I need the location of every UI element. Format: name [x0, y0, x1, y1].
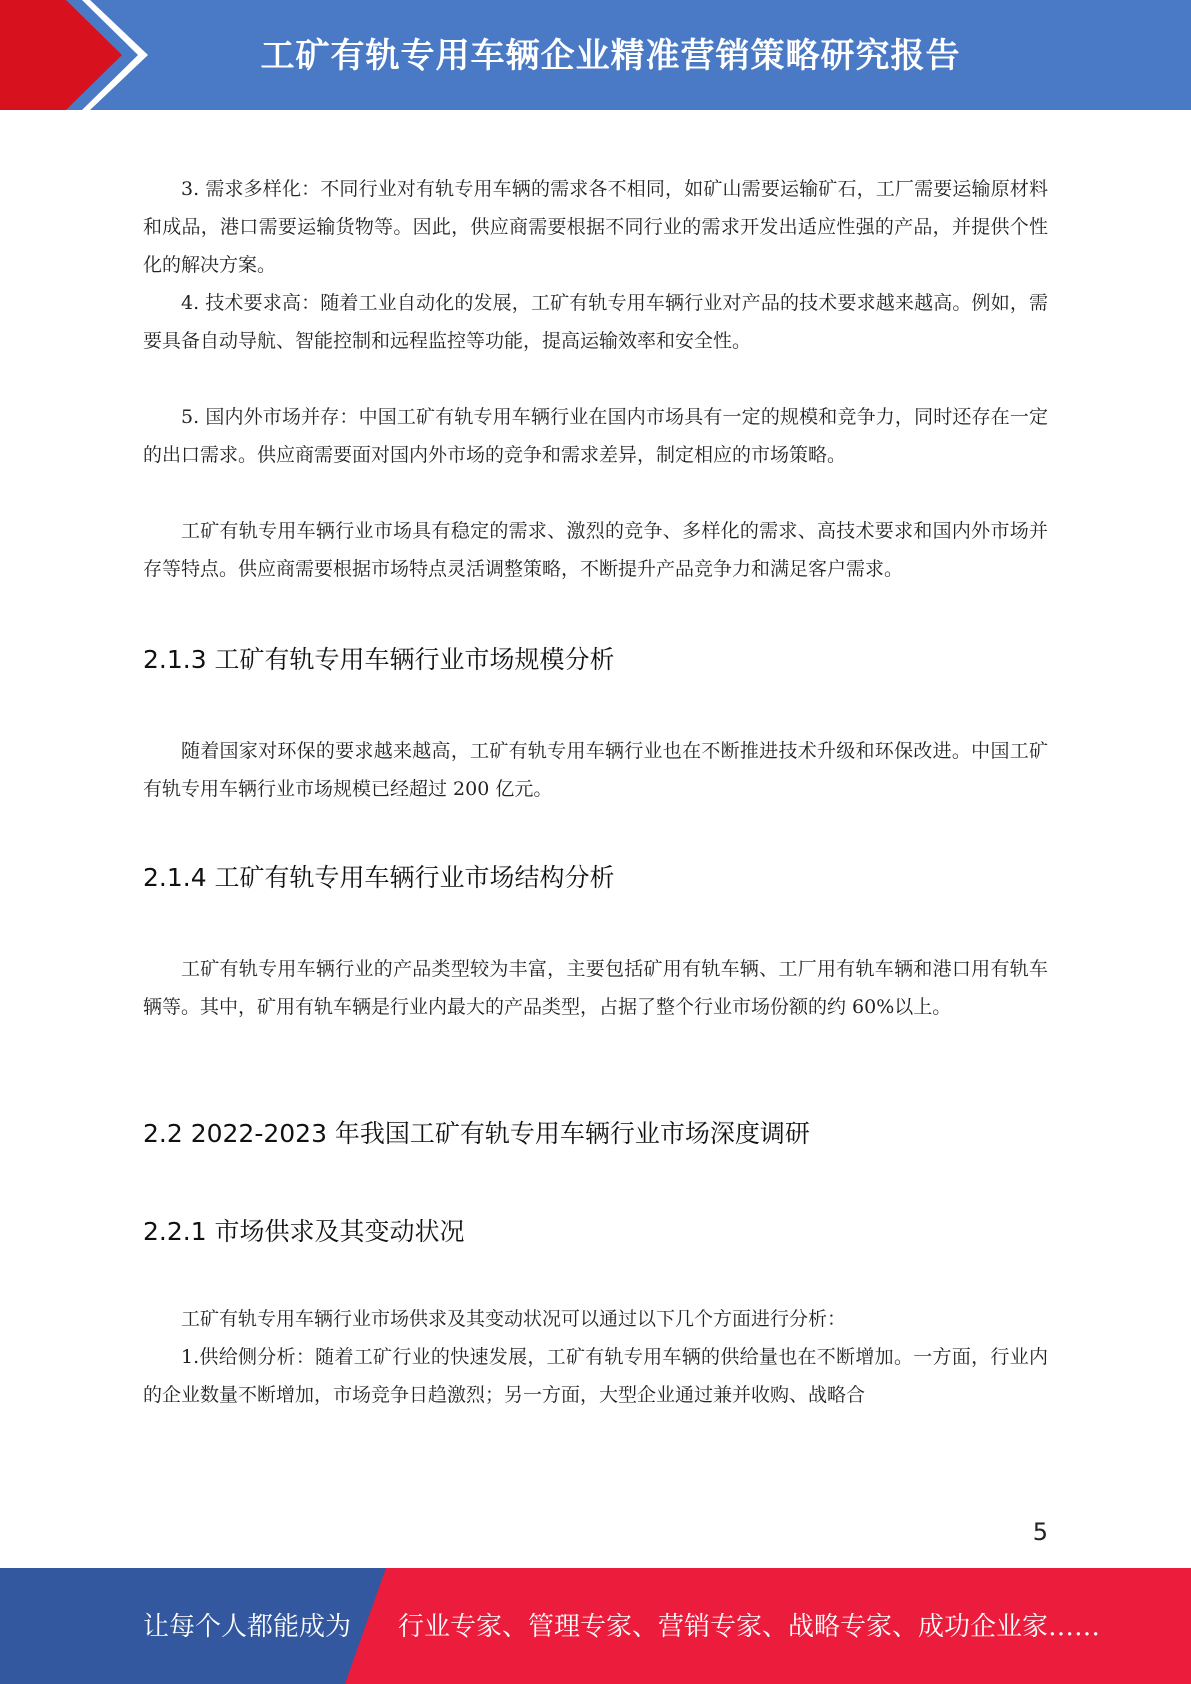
header-arrow-decoration	[0, 0, 150, 110]
paragraph-item-5: 5. 国内外市场并存：中国工矿有轨专用车辆行业在国内市场具有一定的规模和竞争力，同时还存在一定的出口需求。供应商需要面对国内外市场的竞争和需求差异，制定相应的市场策略。	[143, 406, 1048, 466]
paragraph-supply-intro: 工矿有轨专用车辆行业市场供求及其变动状况可以通过以下几个方面进行分析：	[181, 1308, 847, 1330]
section-heading-2-1-4: 2.1.4 工矿有轨专用车辆行业市场结构分析	[143, 863, 615, 892]
paragraph-market-structure: 工矿有轨专用车辆行业的产品类型较为丰富，主要包括矿用有轨车辆、工厂用有轨车辆和港口用有轨车辆等。其中，矿用有轨车辆是行业内最大的产品类型，占据了整个行业市场份额的约 60%以上。	[143, 958, 1048, 1018]
paragraph-item-3: 3. 需求多样化：不同行业对有轨专用车辆的需求各不相同，如矿山需要运输矿石，工厂需要运输原材料和成品，港口需要运输货物等。因此，供应商需要根据不同行业的需求开发出适应性强的产品，并提供个性化的解决方案。	[143, 178, 1048, 276]
footer-slogan-left: 让每个人都能成为	[143, 1612, 352, 1642]
section-heading-2-2-1: 2.2.1 市场供求及其变动状况	[143, 1217, 465, 1246]
paragraph-summary: 工矿有轨专用车辆行业市场具有稳定的需求、激烈的竞争、多样化的需求、高技术要求和国内外市场并存等特点。供应商需要根据市场特点灵活调整策略，不断提升产品竞争力和满足客户需求。	[143, 520, 1048, 580]
page-number: 5	[1032, 1518, 1048, 1546]
section-heading-2-1-3: 2.1.3 工矿有轨专用车辆行业市场规模分析	[143, 645, 615, 674]
section-heading-2-2: 2.2 2022-2023 年我国工矿有轨专用车辆行业市场深度调研	[143, 1119, 810, 1148]
paragraph-market-scale: 随着国家对环保的要求越来越高，工矿有轨专用车辆行业也在不断推进技术升级和环保改进。中国工矿有轨专用车辆行业市场规模已经超过 200 亿元。	[143, 740, 1048, 800]
page-content	[143, 170, 1048, 1414]
paragraph-supply-side: 1.供给侧分析：随着工矿行业的快速发展，工矿有轨专用车辆的供给量也在不断增加。一方面，行业内的企业数量不断增加，市场竞争日趋激烈；另一方面，大型企业通过兼并收购、战略合	[143, 1346, 1048, 1406]
footer-slogan-right: 行业专家、管理专家、营销专家、战略专家、成功企业家……	[398, 1612, 1101, 1642]
page-footer	[0, 1568, 1191, 1684]
paragraph-item-4: 4. 技术要求高：随着工业自动化的发展，工矿有轨专用车辆行业对产品的技术要求越来越高。例如，需要具备自动导航、智能控制和远程监控等功能，提高运输效率和安全性。	[143, 292, 1048, 352]
page-header	[0, 0, 1191, 110]
report-title: 工矿有轨专用车辆企业精准营销策略研究报告	[260, 36, 961, 76]
